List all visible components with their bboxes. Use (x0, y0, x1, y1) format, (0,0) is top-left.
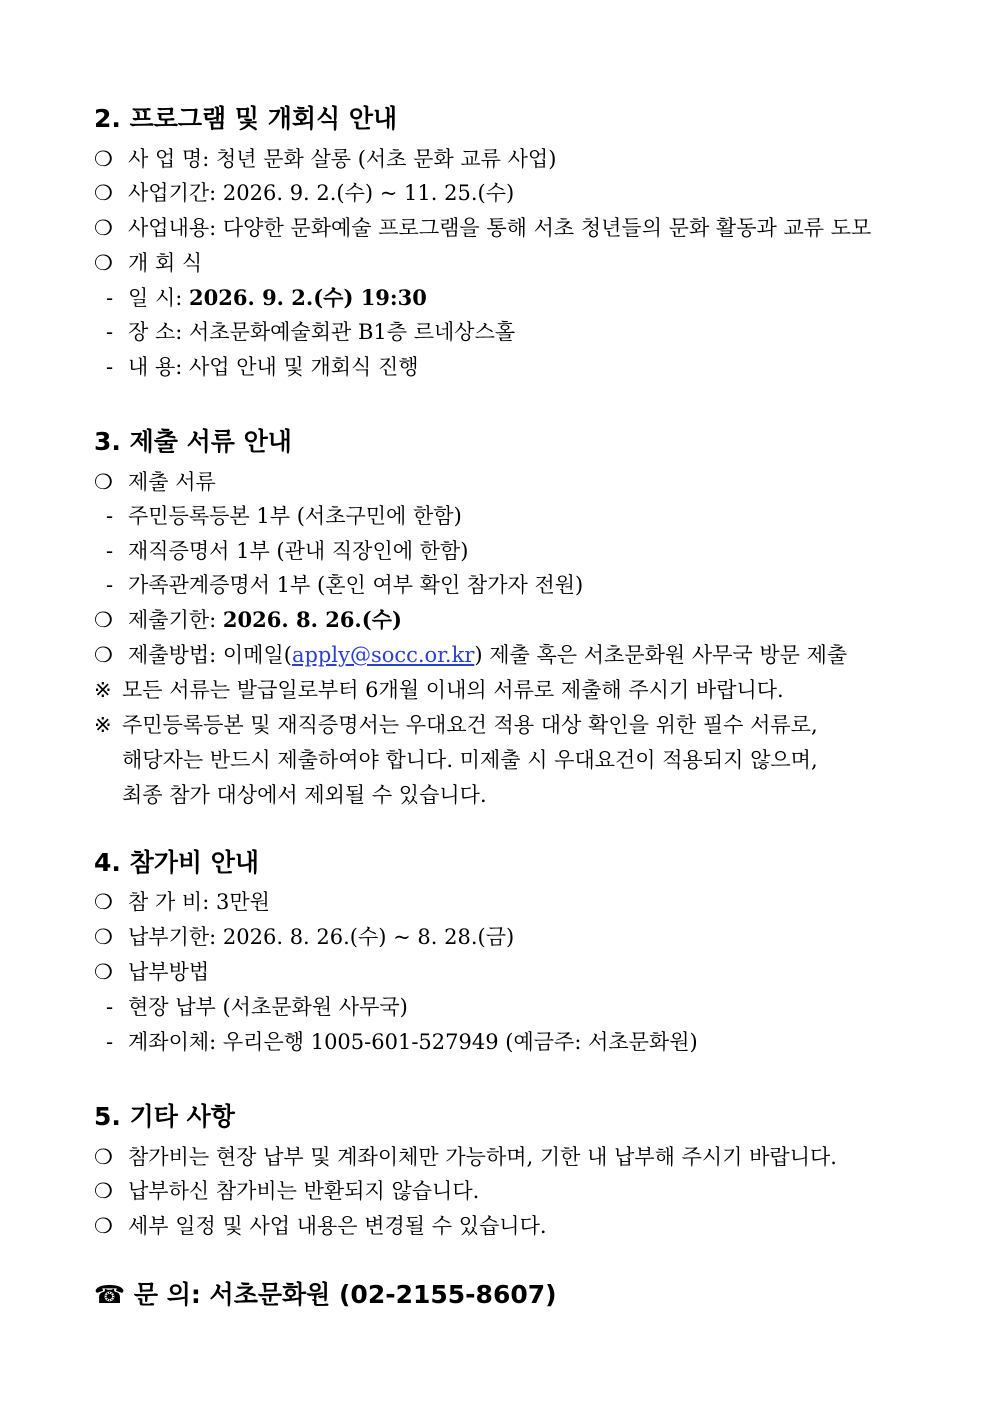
fee-amount: 참 가 비: 3만원 (128, 890, 270, 914)
list-item (94, 467, 216, 497)
sub-item (94, 352, 419, 382)
list-item (94, 957, 209, 987)
reference-mark-icon: ※ (94, 678, 112, 702)
ceremony-date-label: 일 시: (128, 286, 189, 310)
circle-bullet-icon: ❍ (94, 147, 113, 171)
documents-label: 제출 서류 (128, 470, 216, 494)
program-content: 사업내용: 다양한 문화예술 프로그램을 통해 서초 청년들의 문화 활동과 교류 도모 (128, 216, 872, 240)
circle-bullet-icon: ❍ (94, 251, 113, 275)
ceremony-content: 내 용: 사업 안내 및 개회식 진행 (128, 355, 419, 379)
other-refund-note: 납부하신 참가비는 반환되지 않습니다. (128, 1179, 480, 1203)
list-item (94, 1176, 479, 1206)
sub-item (94, 501, 462, 531)
note-required-line1: 주민등록등본 및 재직증명서는 우대요건 적용 대상 확인을 위한 필수 서류로, (122, 713, 818, 737)
dash-icon: - (106, 286, 114, 310)
list-item (94, 1211, 547, 1241)
list-item (94, 887, 270, 917)
list-item (94, 248, 202, 278)
circle-bullet-icon: ❍ (94, 608, 113, 632)
other-payment-note: 참가비는 현장 납부 및 계좌이체만 가능하며, 기한 내 납부해 주시기 바랍니다. (128, 1145, 837, 1169)
reference-mark-icon: ※ (94, 713, 112, 737)
circle-bullet-icon: ❍ (94, 643, 113, 667)
payment-transfer: 계좌이체: 우리은행 1005-601-527949 (예금주: 서초문화원) (128, 1030, 698, 1054)
note-item (94, 675, 784, 705)
dash-icon: - (106, 1030, 114, 1054)
circle-bullet-icon: ❍ (94, 890, 113, 914)
list-item (94, 1142, 837, 1172)
list-item (94, 213, 871, 243)
section-4-heading: 4. 참가비 안내 (94, 848, 260, 877)
payment-method-label: 납부방법 (128, 960, 210, 984)
section-3-heading: 3. 제출 서류 안내 (94, 427, 292, 456)
dash-icon: - (106, 504, 114, 528)
program-period: 사업기간: 2026. 9. 2.(수) ~ 11. 25.(수) (128, 181, 515, 205)
circle-bullet-icon: ❍ (94, 1214, 113, 1238)
submission-method-prefix: 제출방법: 이메일( (128, 643, 292, 667)
opening-ceremony-label: 개 회 식 (128, 251, 203, 275)
list-item (94, 144, 556, 174)
dash-icon: - (106, 320, 114, 344)
sub-item (94, 536, 468, 566)
circle-bullet-icon: ❍ (94, 181, 113, 205)
circle-bullet-icon: ❍ (94, 1179, 113, 1203)
note-validity: 모든 서류는 발급일로부터 6개월 이내의 서류로 제출해 주시기 바랍니다. (122, 678, 784, 702)
note-item (94, 710, 818, 740)
submission-deadline: 2026. 8. 26.(수) (222, 607, 402, 632)
dash-icon: - (106, 995, 114, 1019)
list-item (94, 178, 514, 208)
document-resident-registration: 주민등록등본 1부 (서초구민에 한함) (128, 504, 462, 528)
submission-deadline-label: 제출기한: (128, 608, 223, 632)
submission-method-suffix: ) 제출 혹은 서초문화원 사무국 방문 제출 (474, 643, 848, 667)
sub-item (94, 317, 515, 347)
contact-info: ☎ 문 의: 서초문화원 (02-2155-8607) (94, 1280, 557, 1309)
dash-icon: - (106, 539, 114, 563)
list-item (94, 605, 402, 635)
list-item (94, 922, 514, 952)
section-2-heading: 2. 프로그램 및 개회식 안내 (94, 104, 398, 133)
other-change-note: 세부 일정 및 사업 내용은 변경될 수 있습니다. (128, 1214, 547, 1238)
note-continuation: 최종 참가 대상에서 제외될 수 있습니다. (122, 783, 487, 807)
payment-deadline: 납부기한: 2026. 8. 26.(수) ~ 8. 28.(금) (128, 925, 515, 949)
sub-item (94, 570, 583, 600)
document-employment: 재직증명서 1부 (관내 직장인에 한함) (128, 539, 469, 563)
list-item (94, 640, 847, 670)
note-continuation: 해당자는 반드시 제출하여야 합니다. 미제출 시 우대요건이 적용되지 않으며, (122, 748, 818, 772)
dash-icon: - (106, 355, 114, 379)
sub-item (94, 992, 408, 1022)
sub-item (94, 283, 427, 313)
circle-bullet-icon: ❍ (94, 960, 113, 984)
circle-bullet-icon: ❍ (94, 1145, 113, 1169)
section-5-heading: 5. 기타 사항 (94, 1102, 235, 1131)
ceremony-date: 2026. 9. 2.(수) 19:30 (189, 285, 427, 310)
circle-bullet-icon: ❍ (94, 470, 113, 494)
dash-icon: - (106, 573, 114, 597)
circle-bullet-icon: ❍ (94, 216, 113, 240)
program-name: 사 업 명: 청년 문화 살롱 (서초 문화 교류 사업) (128, 147, 557, 171)
circle-bullet-icon: ❍ (94, 925, 113, 949)
ceremony-place: 장 소: 서초문화예술회관 B1층 르네상스홀 (128, 320, 516, 344)
payment-onsite: 현장 납부 (서초문화원 사무국) (128, 995, 408, 1019)
sub-item (94, 1027, 698, 1057)
email-link[interactable]: apply@socc.or.kr (291, 643, 475, 667)
document-family-relation: 가족관계증명서 1부 (혼인 여부 확인 참가자 전원) (128, 573, 584, 597)
